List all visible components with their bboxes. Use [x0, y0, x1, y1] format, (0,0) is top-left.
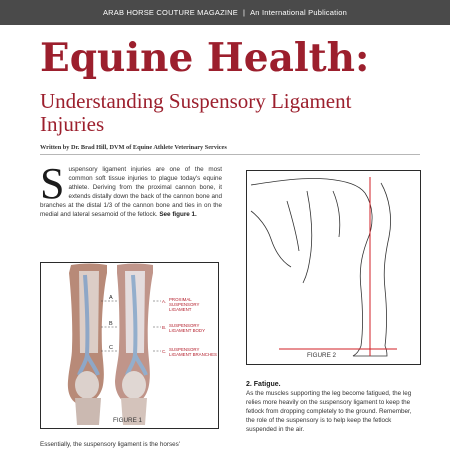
- header-separator: |: [242, 8, 246, 17]
- left-fetlock-joint: [75, 371, 99, 399]
- continuation-text: Essentially, the suspensory ligament is the horses': [40, 441, 181, 448]
- label-b-letter: B.: [162, 325, 167, 330]
- magazine-header-bar: [0, 0, 450, 25]
- section-2-paragraph: As the muscles supporting the leg become fatigued, the leg relies more heavily on the suspensory ligament to keep the fetlock from dropping completely to the ground. Remember, the role of the suspensory is to help keep the fetlock suspended in the air.: [246, 390, 412, 433]
- figure-1-frame: [40, 262, 219, 429]
- label-c-text: SUSPENSORY LIGAMENT BRANCHES: [169, 347, 217, 358]
- drop-cap: S: [40, 159, 65, 208]
- leg-anatomy-illustration: [41, 263, 219, 429]
- article-subtitle: Understanding Suspensory Ligament Injuries: [40, 89, 352, 136]
- intro-paragraph: [40, 159, 222, 219]
- figure-reference: See figure 1.: [159, 210, 197, 218]
- magazine-name: ARAB HORSE COUTURE MAGAZINE: [102, 8, 238, 17]
- figure-1-caption: FIGURE 1: [113, 417, 143, 424]
- magazine-tagline: An International Publication: [250, 8, 348, 17]
- label-c-wrapper: [169, 347, 217, 363]
- label-a-text: PROXIMAL SUSPENSORY LIGAMENT: [169, 297, 200, 313]
- right-fetlock-joint: [122, 371, 146, 399]
- marker-c: C: [109, 345, 113, 351]
- left-pastern: [75, 398, 101, 425]
- marker-a: A: [109, 295, 113, 301]
- figure-2-frame: [246, 170, 421, 365]
- label-a-letter: A.: [162, 299, 167, 304]
- label-b-wrapper: [169, 323, 217, 339]
- label-a-wrapper: [169, 297, 217, 317]
- article-byline: Written by Dr. Brad Hill, DVM of Equine Athlete Veterinary Services: [40, 144, 227, 151]
- label-c-letter: C.: [162, 349, 167, 354]
- horse-hindleg-sketch: [247, 171, 421, 365]
- article-title: Equine Health:: [40, 35, 370, 81]
- figure-1-labels: [162, 297, 217, 363]
- intro-text: uspensory ligament injuries are one of the most common soft tissue injuries to plague today's equine athlete. Deriving from the proximal cannon bone, it extends distally down the back of the cannon bone and branches at the distal 1/3 of the cannon bone and ties in on the medial and lateral sesamoid of the fetlock.: [40, 166, 222, 218]
- section-2-heading: 2. Fatigue.: [246, 381, 281, 388]
- byline-divider: [40, 154, 420, 155]
- marker-b: B: [109, 321, 113, 327]
- label-b-text: SUSPENSORY LIGAMENT BODY: [169, 323, 206, 334]
- figure-2-caption: FIGURE 2: [307, 352, 337, 359]
